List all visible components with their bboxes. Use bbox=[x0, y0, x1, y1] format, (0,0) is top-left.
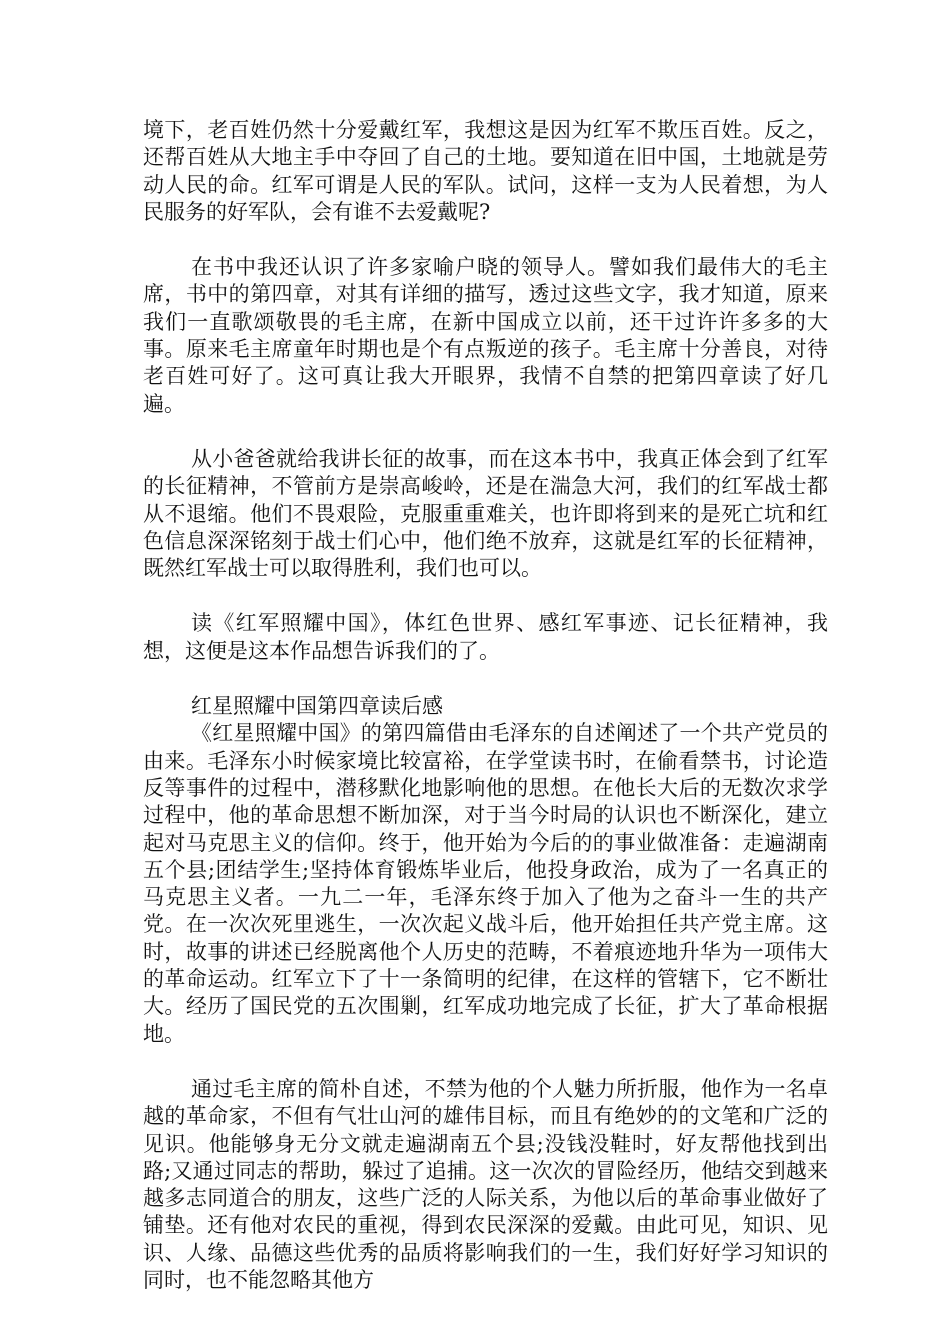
paragraph-continuation: 境下，老百姓仍然十分爱戴红军，我想这是因为红军不欺压百姓。反之，还帮百姓从大地主手中夺回了自己的土地。要知道在旧中国，土地就是劳动人民的命。红军可谓是人民的军队。试问，这样一支为人民着想，为人民服务的好军队，会有谁不去爱戴呢? bbox=[143, 118, 828, 224]
document-body bbox=[143, 117, 828, 1294]
paragraph-long-march: 从小爸爸就给我讲长征的故事，而在这本书中，我真正体会到了红军的长征精神，不管前方是崇高峻岭，还是在湍急大河，我们的红军战士都从不退缩。他们不畏艰险，克服重重难关，也许即将到来的是死亡坑和红色信息深深铭刻于战士们心中，他们绝不放弃，这就是红军的长征精神，既然红军战士可以取得胜利，我们也可以。 bbox=[143, 446, 828, 581]
paragraph-chapter-four-summary: 《红星照耀中国》的第四篇借由毛泽东的自述阐述了一个共产党员的由来。毛泽东小时候家境比较富裕，在学堂读书时，在偷看禁书，讨论造反等事件的过程中，潜移默化地影响他的思想。在他长大后的无数次求学过程中，他的革命思想不断加深，对于当今时局的认识也不断深化，建立起对马克思主义的信仰。终于，他开始为今后的的事业做准备：走遍湖南五个县;团结学生;坚持体育锻炼毕业后，他投身政治，成为了一名真正的马克思主义者。一九二一年，毛泽东终于加入了他为之奋斗一生的共产党。在一次次死里逃生，一次次起义战斗后，他开始担任共产党主席。这时，故事的讲述已经脱离他个人历史的范畴，不着痕迹地升华为一项伟大的革命运动。红军立下了十一条简明的纪律，在这样的管辖下，它不断壮大。经历了国民党的五次围剿，红军成功地完成了长征，扩大了革命根据地。 bbox=[143, 721, 828, 1046]
paragraph-reflection: 通过毛主席的简朴自述，不禁为他的个人魅力所折服，他作为一名卓越的革命家，不但有气壮山河的雄伟目标，而且有绝妙的的文笔和广泛的见识。他能够身无分文就走遍湖南五个县;没钱没鞋时，好友帮他找到出路;又通过同志的帮助，躲过了追捕。这一次次的冒险经历，他结交到越来越多志同道合的朋友，这些广泛的人际关系，为他以后的革命事业做好了铺垫。还有他对农民的重视，得到农民深深的爱戴。由此可见，知识、见识、人缘、品德这些优秀的品质将影响我们的一生，我们好好学习知识的同时，也不能忽略其他方 bbox=[143, 1076, 828, 1292]
paragraph-leaders: 在书中我还认识了许多家喻户晓的领导人。譬如我们最伟大的毛主席，书中的第四章，对其有详细的描写，透过这些文字，我才知道，原来我们一直歌颂敬畏的毛主席，在新中国成立以前，还干过许许多多的大事。原来毛主席童年时期也是个有点叛逆的孩子。毛主席十分善良，对待老百姓可好了。这可真让我大开眼界，我情不自禁的把第四章读了好几遍。 bbox=[143, 255, 828, 416]
paragraph-conclusion: 读《红军照耀中国》，体红色世界、感红军事迹、记长征精神，我想，这便是这本作品想告诉我们的了。 bbox=[143, 611, 828, 663]
section-heading: 红星照耀中国第四章读后感 bbox=[191, 694, 443, 719]
